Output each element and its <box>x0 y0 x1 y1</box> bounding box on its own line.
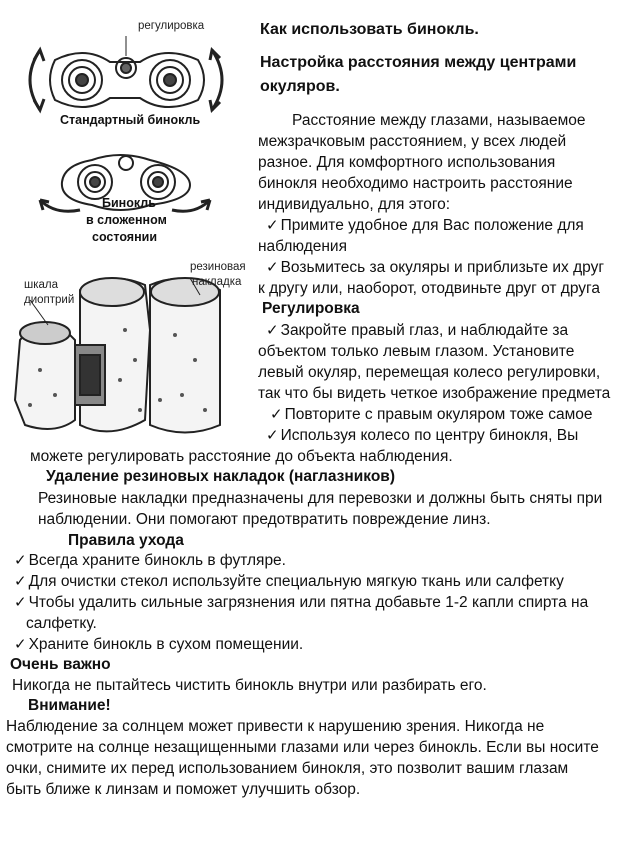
item-text: Примите удобное для Вас положение для <box>280 217 584 234</box>
section2-item1-line4: так что бы видеть четкое изображение предмета <box>258 385 611 402</box>
label-folded-3: состоянии <box>92 230 158 244</box>
check-icon: ✓ <box>270 406 283 423</box>
standard-binocular-drawing <box>30 36 222 110</box>
section2-item1-line3: левый окуляр, перемещая колесо регулировки, <box>258 364 601 381</box>
label-scale-1: шкала <box>24 279 59 291</box>
item-text: Повторите с правым окуляром тоже самое <box>284 406 593 423</box>
section2-item3-line1 <box>266 425 578 446</box>
item-text: Закройте правый глаз, и наблюдайте за <box>280 322 569 339</box>
item-text: Храните бинокль в сухом помещении. <box>28 636 304 653</box>
label-rubber-2: накладка <box>192 276 242 288</box>
section5-heading: Очень важно <box>10 656 111 673</box>
check-icon: ✓ <box>14 594 27 611</box>
section2-item1-line1 <box>266 320 568 341</box>
section2-heading: Регулировка <box>262 300 360 317</box>
check-icon: ✓ <box>266 427 279 444</box>
section6-para-line2: смотрите на солнце незащищенными глазами или через бинокль. Если вы носите <box>6 739 599 756</box>
item-text: Чтобы удалить сильные загрязнения или пятна добавьте 1-2 капли спирта на <box>28 594 589 611</box>
section2-item1-line2: объектом только левым глазом. Установите <box>258 343 575 360</box>
section6-para-line1: Наблюдение за солнцем может привести к нарушению зрения. Никогда не <box>6 718 545 735</box>
check-icon: ✓ <box>14 636 27 653</box>
label-rubber-1: резиновая <box>190 261 246 273</box>
section6-heading: Внимание! <box>28 697 111 714</box>
label-folded-2: в сложенном <box>86 213 167 227</box>
section1-para-line5: индивидуально, для этого: <box>258 196 451 213</box>
item-text: Для очистки стекол используйте специальную мягкую ткань или салфетку <box>28 573 564 590</box>
section2-item3-line2: можете регулировать расстояние до объекта наблюдения. <box>30 448 453 465</box>
binocular-illustration <box>0 0 255 455</box>
section3-para-line1: Резиновые накладки предназначены для перевозки и должны быть сняты при <box>38 490 603 507</box>
label-scale-2: диоптрий <box>24 294 75 306</box>
check-icon: ✓ <box>266 322 279 339</box>
care-item-1 <box>14 550 286 571</box>
care-item-4 <box>14 634 303 655</box>
section1-para-line1: Расстояние между глазами, называемое <box>292 112 586 129</box>
care-item-3 <box>14 592 588 613</box>
check-icon: ✓ <box>266 217 279 234</box>
section1-item1-line1 <box>266 215 584 236</box>
check-icon: ✓ <box>266 259 279 276</box>
section1-item2-line2: к другу или, наоборот, отодвиньте друг от друга <box>258 280 600 297</box>
care-item-2 <box>14 571 564 592</box>
section1-item2-line1 <box>266 257 604 278</box>
check-icon: ✓ <box>14 552 27 569</box>
section3-para-line2: наблюдении. Они помогают предотвратить повреждение линз. <box>38 511 491 528</box>
item-text: Всегда храните бинокль в футляре. <box>28 552 286 569</box>
section3-heading: Удаление резиновых накладок (наглазников) <box>46 468 395 485</box>
item-text: Возьмитесь за окуляры и приблизьте их друг <box>280 259 605 276</box>
section1-heading-line1: Настройка расстояния между центрами <box>260 54 577 71</box>
section4-heading: Правила ухода <box>68 532 184 549</box>
section2-item2 <box>270 404 593 425</box>
page-title: Как использовать бинокль. <box>260 21 479 38</box>
section6-para-line4: быть ближе к линзам и поможет улучшить обзор. <box>6 781 361 798</box>
label-standard: Стандартный бинокль <box>60 113 201 127</box>
section1-heading-line2: окуляров. <box>260 78 340 95</box>
care-item-3-cont: салфетку. <box>26 615 97 632</box>
section1-para-line3: разное. Для комфортного использования <box>258 154 556 171</box>
section1-para-line4: бинокля необходимо настроить расстояние <box>258 175 573 192</box>
section1-para-line2: межзрачковым расстоянием, у всех людей <box>258 133 567 150</box>
item-text: Используя колесо по центру бинокля, Вы <box>280 427 579 444</box>
label-adjust: регулировка <box>138 20 205 32</box>
check-icon: ✓ <box>14 573 27 590</box>
section1-item1-line2: наблюдения <box>258 238 347 255</box>
section6-para-line3: очки, снимите их перед использованием бинокля, это позволит вашим глазам <box>6 760 569 777</box>
label-folded-1: Бинокль <box>102 196 156 210</box>
section5-text: Никогда не пытайтесь чистить бинокль внутри или разбирать его. <box>12 677 487 694</box>
